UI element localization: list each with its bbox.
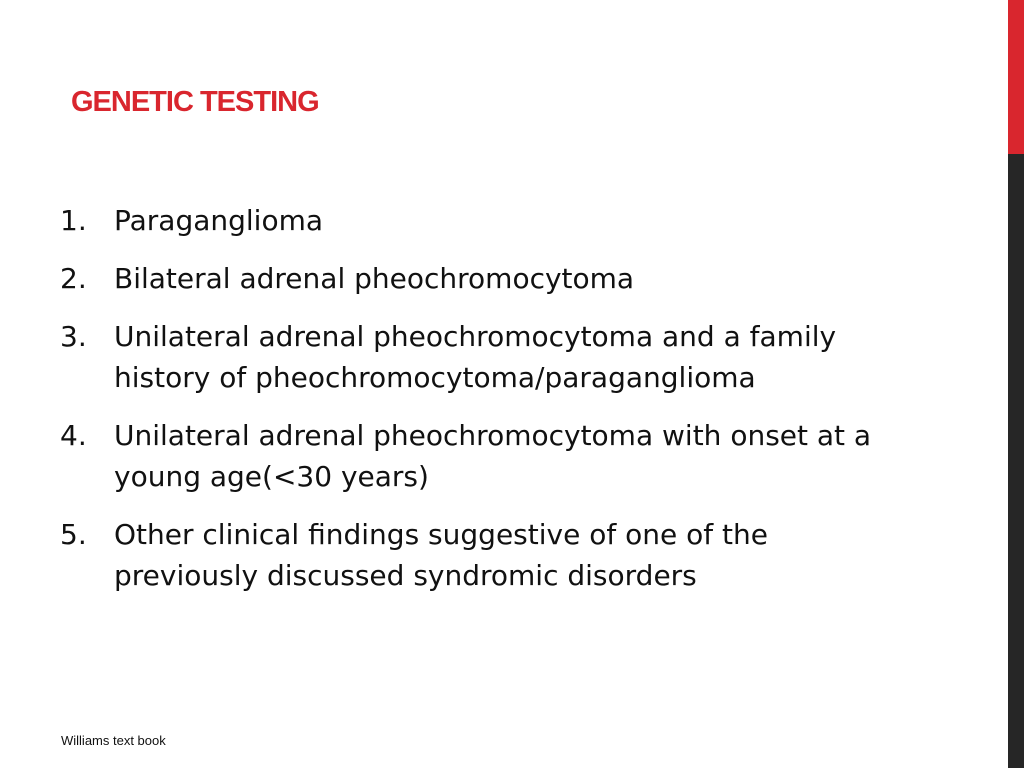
list-item-number: 5. bbox=[60, 518, 87, 551]
list-item bbox=[60, 415, 900, 497]
criteria-list bbox=[60, 200, 900, 613]
list-item-number: 2. bbox=[60, 262, 87, 295]
source-footnote: Williams text book bbox=[61, 733, 166, 748]
list-item-number: 3. bbox=[60, 320, 87, 353]
side-accent-bar-dark bbox=[1008, 154, 1024, 768]
list-item-text: Paraganglioma bbox=[114, 204, 324, 237]
list-item bbox=[60, 316, 900, 398]
list-item bbox=[60, 514, 900, 596]
list-item-text: Other clinical findings suggestive of one of the previously discussed syndromic disorders bbox=[114, 518, 768, 592]
side-accent-bar-red bbox=[1008, 0, 1024, 154]
slide-title: GENETIC TESTING bbox=[71, 86, 319, 118]
list-item bbox=[60, 200, 900, 241]
side-accent-bar bbox=[1008, 0, 1024, 768]
list-item-number: 4. bbox=[60, 419, 87, 452]
list-item-number: 1. bbox=[60, 204, 87, 237]
list-item-text: Bilateral adrenal pheochromocytoma bbox=[114, 262, 635, 295]
list-item bbox=[60, 258, 900, 299]
list-item-text: Unilateral adrenal pheochromocytoma and a family history of pheochromocytoma/paraganglioma bbox=[114, 320, 837, 394]
list-item-text: Unilateral adrenal pheochromocytoma with onset at a young age(<30 years) bbox=[114, 419, 872, 493]
